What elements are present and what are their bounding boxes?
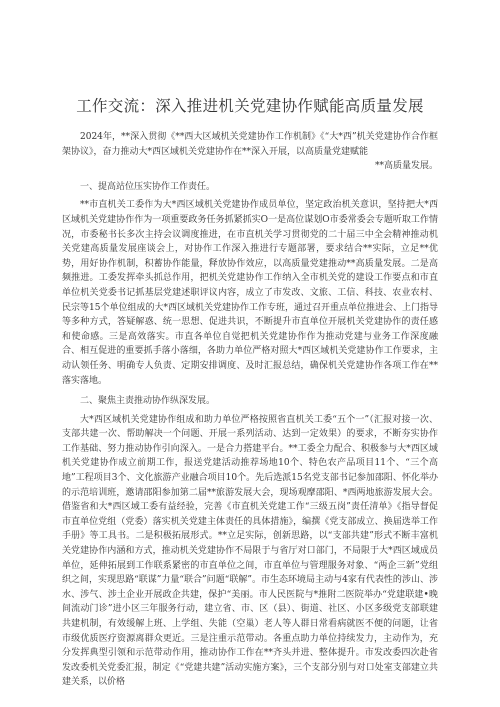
section-heading-2: 二、聚焦主责推动协作纵深发展。 — [80, 396, 216, 407]
section-heading-1: 一、提高站位压实协作工作责任。 — [80, 181, 216, 192]
intro-tail: **高质量发展。 — [374, 161, 438, 172]
intro-paragraph — [62, 130, 438, 174]
section-2-paragraph: 大*西区域机关党建协作组成和助力单位严格按照省直机关工委“五个一”（汇报对接一次、支部共建一次、帮助解决一个问题、开展一系列活动、达到一定效果）的要求，不断夯实协作工作基础、努力推动协作引向深入。一是合力搭建平台。**工委全力配合、积极参与大*西区域机关党建协作成立前期工作，报送党建活动推荐场地10个、特色农产品项目11个、“三个高地”工程项目3个、文化旅游产业融合项目10个。先后选派15名党支部书记参加邵阳、怀化举办的示范培训班，邀请邵阳参加第二届**旅游发展大会，现场观摩邵阳、*西两地旅游发展大会。借鉴省和大*西区域工委有益经验，完善《市直机关党建工作“三级五岗”责任清单》《指导督促市直单位党组（党委）落实机关党建主体责任的具体措施》，编撰《党支部成立、换届选举工作手册》等工具书。二是积极拓展形式。**立足实际，创新思路，以“支部共建”形式不断丰富机关党建协作内涵和方式，推动机关党建协作不局限于与省厅对口部门，不局限于大*西区域成员单位，延伸拓展到工作联系紧密的市直单位之间，市直单位与管理服务对象、“两企三新”党组织之间，实现思路“联谋”力量“联合”问题“联解”。市生态环境局主动与4家有代表性的涉山、涉水、涉气、涉土企业开展政企共建，保护“美丽。市人民医院与*推附二医院举办“党建联建•晚间流动门诊”进小区三年服务行动，建立省、市、区（县）、街道、社区、小区多级党支部联建共建机制，有效缓解上班、上学组、失能（空巢）老人等人群日常看病就医不便的问题，让省市级优质医疗资源离群众更近。三是注重示范带动。各重点助力单位持续发力，主动作为，充分发挥典型引领和示范带动作用，推动协作工作在**齐头并进、整体提升。市发改委四次赴省发改委机关党委汇报，制定《“党建共建”活动实施方案》，三个支部分别与对口处室支部建立共建关系，以价格 — [62, 414, 438, 688]
intro-body: 2024年，**深入贯彻《**西大区域机关党建协作工作机制》《“大*西”机关党建协作合作框架协议》，奋力推动大*西区域机关党建协作在**深入开展，以高质量党建赋能 — [62, 132, 438, 157]
document-title: 工作交流：深入推进机关党建协作赋能高质量发展 — [76, 97, 424, 115]
section-1-paragraph: **市直机关工委作为大*西区域机关党建协作成员单位，坚定政治机关意识，坚持把大*西区域机关党建协作作为一项重要政务任务抓紧抓实O一是高位谋划O市委常委会专题听取工作情况，市委秘书长多次主持会议调度推进，在市直机关学习贯彻党的二十届三中全会精神推动机关党建高质量发展座谈会上，对协作工作深入推进行专题部署，要求结合**实际，立足**优势，用好协作机制，积蓄协作能量，释放协作效应，以高质量党建推动**高质量发展。二是高频推进。工委发挥牵头抓总作用，把机关党建协作工作纳入全市机关党的建设工作要点和市直单位机关党委书记抓基层党建述职评议内容，成立了市发改、文旅、工信、科技、农业农村、民宗等15个单位组成的大*西区域机关党建协作工作专班，通过召开重点单位推进会、上门指导等多种方式，答疑解惑、统一思想、促进共识，不断提升市直单位开展机关党建协作的责任感和使命感。三是高效落实。市直各单位自觉把机关党建协作作为推动党建与业务工作深度融合、相互促进的重要抓手落小落细，各助力单位严格对照大*西区域机关党建协作工作要求，主动认领任务、明确专人负责、定期安排调度、及时汇报总结，确保机关党建协作各项工作在**落实落地。 — [62, 200, 438, 386]
